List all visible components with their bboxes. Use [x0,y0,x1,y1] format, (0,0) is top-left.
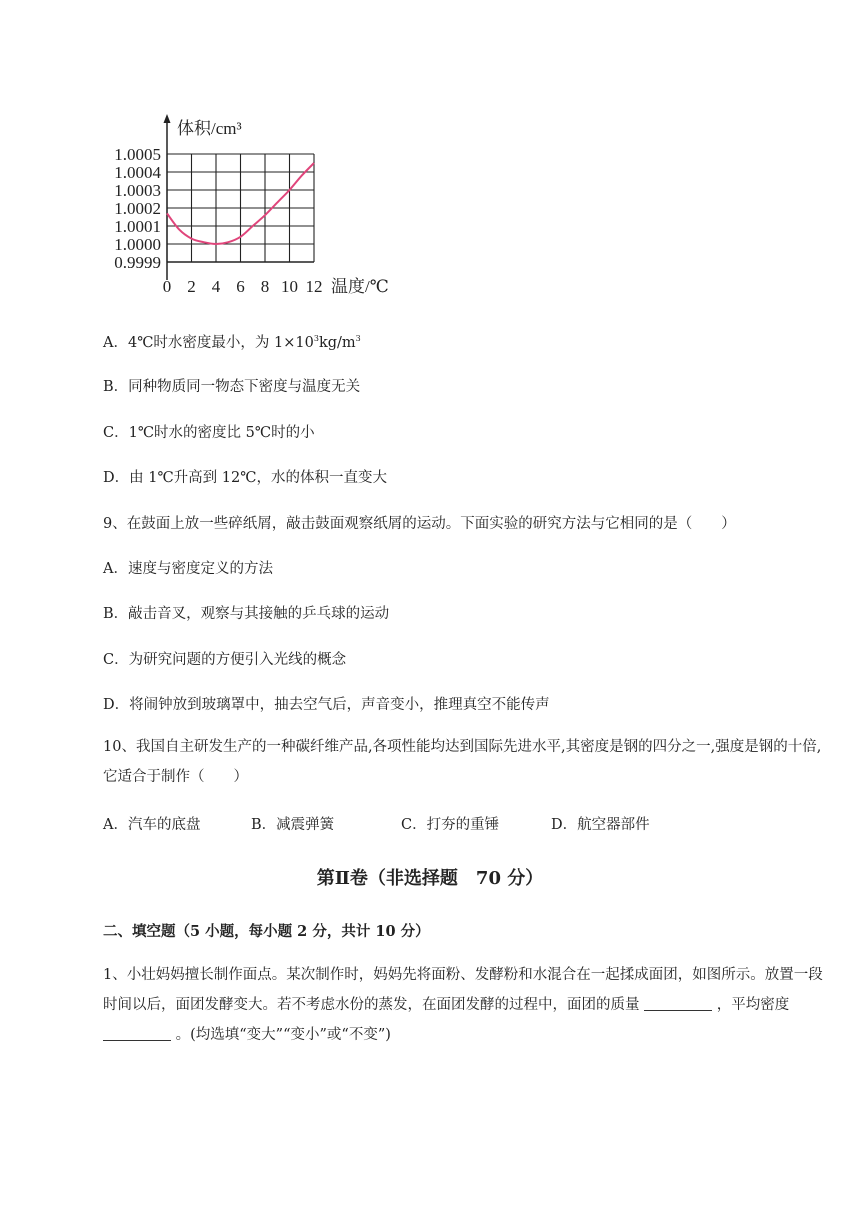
volume-temperature-chart [95,108,415,298]
fill-q1-text-1: 1、小壮妈妈擅长制作面点。某次制作时，妈妈先将面粉、发酵粉和水混合在一起揉成面团，如图所示。放置一段时间以后，面团发酵变大。若不考虑水份的蒸发，在面团发酵的过程中，面团的质量 [103,967,823,1013]
x-tick-label: 0 [162,277,172,296]
fill-q1-blank-1[interactable] [644,996,712,1011]
x-tick-label: 10 [281,277,298,296]
fill-q1-text-3: 。(均选填“变大”“变小”或“不变”) [175,1027,391,1043]
x-tick-label: 6 [236,277,245,296]
y-axis-arrow [164,114,171,123]
q10-option-b: B．减震弹簧 [251,817,335,833]
y-axis-label: 体积/cm³ [177,119,242,138]
y-tick-label: 1.0005 [114,145,161,164]
q8-option-d: D．由 1℃升高到 12℃，水的体积一直变大 [103,470,387,486]
q9-option-d: D．将闹钟放到玻璃罩中，抽去空气后，声音变小，推理真空不能传声 [103,697,550,713]
x-tick-labels [163,277,323,296]
y-tick-label: 1.0001 [114,217,161,236]
q8-option-a-text: A．4℃时水密度最小，为 1×10 [103,335,314,351]
y-tick-label: 1.0004 [114,163,161,182]
x-tick-label: 12 [305,277,323,296]
q8-option-a-unit-exponent: 3 [355,334,361,344]
q8-option-a [103,331,361,352]
y-tick-label: 0.9999 [114,253,161,272]
q8-option-c: C．1℃时水的密度比 5℃时的小 [103,425,315,441]
q9-stem: 9、在鼓面上放一些碎纸屑，敲击鼓面观察纸屑的运动。下面实验的研究方法与它相同的是（ ） [103,516,736,532]
fill-q1 [103,960,823,1050]
q8-option-a-unit: kg/m [318,335,356,351]
section-2-subtitle: 二、填空题（5 小题，每小题 2 分，共计 10 分） [103,923,430,940]
fill-q1-blank-2[interactable] [103,1026,171,1041]
q9-option-c: C．为研究问题的方便引入光线的概念 [103,652,347,668]
q10-stem: 10、我国自主研发生产的一种碳纤维产品,各项性能均达到国际先进水平,其密度是钢的四分之一,强度是钢的十倍,它适合于制作（ ） [103,739,822,785]
x-axis-label: 温度/℃ [331,277,389,296]
y-tick-labels [114,145,161,272]
q8-option-a-exponent: 3 [313,334,319,344]
y-tick-label: 1.0000 [114,235,161,254]
q9-option-a: A．速度与密度定义的方法 [103,561,273,577]
fill-q1-text-2: ，平均密度 [716,997,790,1013]
q8-option-b: B．同种物质同一物态下密度与温度无关 [103,379,361,395]
q10-option-a: A．汽车的底盘 [103,817,201,833]
chart-grid [167,154,314,262]
y-tick-label: 1.0002 [114,199,161,218]
x-tick-label: 2 [187,277,196,296]
q10-option-c: C．打夯的重锤 [401,817,500,833]
x-tick-label: 8 [260,277,270,296]
x-tick-label: 4 [211,277,221,296]
q10-option-d: D．航空器部件 [551,817,650,833]
q9-option-b: B．敲击音叉，观察与其接触的乒乓球的运动 [103,606,390,622]
section-2-title: 第Ⅱ卷（非选择题 70 分） [316,868,544,889]
y-tick-label: 1.0003 [114,181,161,200]
